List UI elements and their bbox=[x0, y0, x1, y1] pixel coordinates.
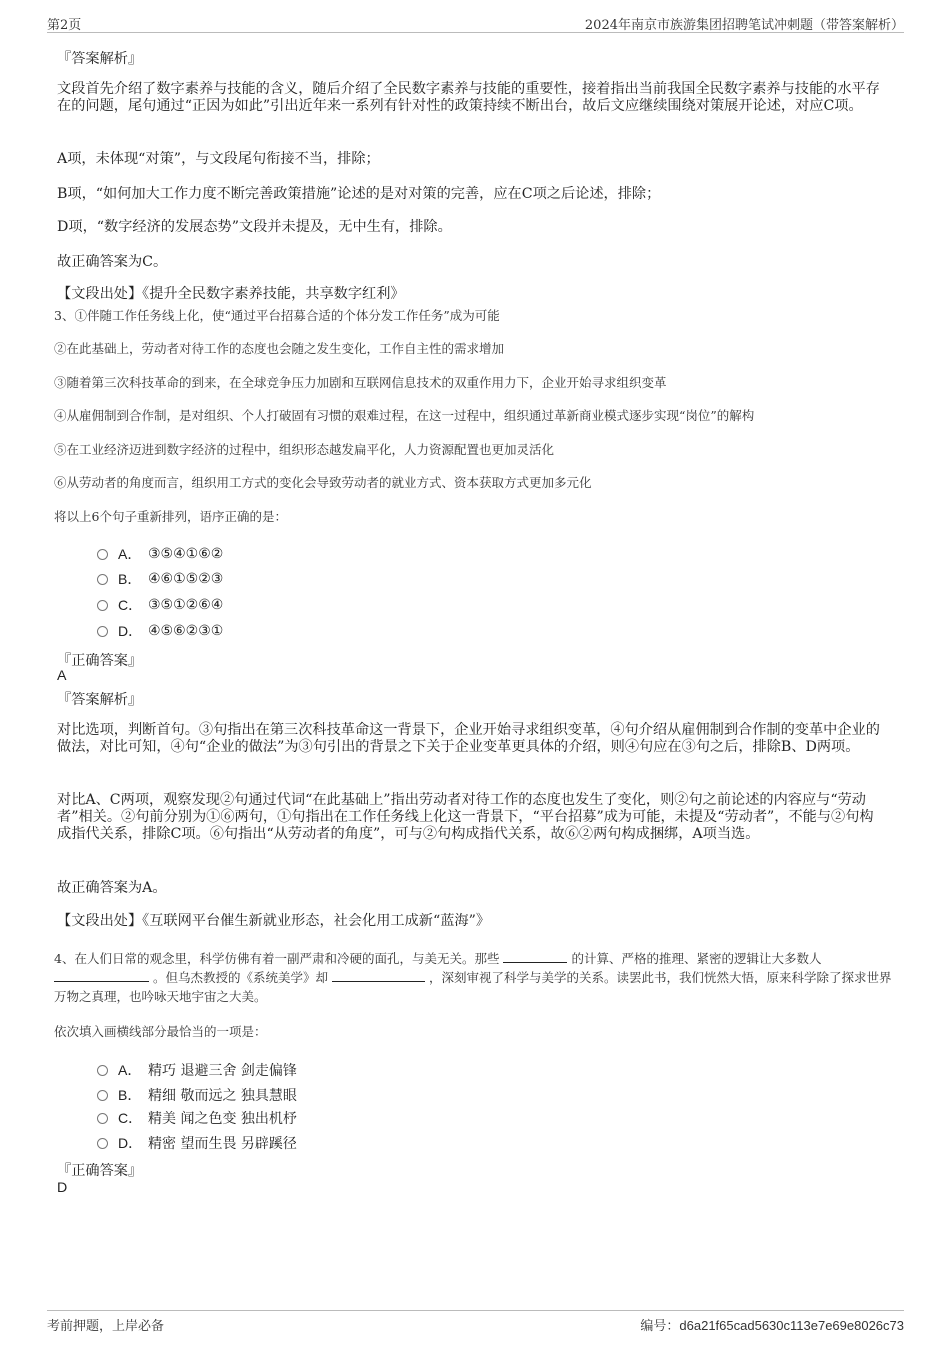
q4-prompt: 依次填入画横线部分最恰当的一项是： bbox=[54, 1024, 267, 1039]
option-text: 精美 闻之色变 独出机杼 bbox=[148, 1111, 297, 1127]
q4-answer: D bbox=[57, 1180, 68, 1196]
q3-prompt: 将以上6个句子重新排列，语序正确的是： bbox=[54, 509, 287, 524]
q3-sentence-2: ②在此基础上，劳动者对待工作的态度也会随之发生变化，工作自主性的需求增加 bbox=[54, 341, 505, 356]
q3-option-a[interactable]: A． ③⑤④①⑥② bbox=[97, 544, 223, 564]
q4-option-c[interactable]: C． 精美 闻之色变 独出机杼 bbox=[97, 1108, 297, 1128]
q3-option-c[interactable]: C． ③⑤①②⑥④ bbox=[97, 595, 223, 615]
blank-2 bbox=[54, 969, 149, 982]
option-text: 精密 望而生畏 另辟蹊径 bbox=[148, 1136, 297, 1152]
radio-icon[interactable] bbox=[97, 1113, 108, 1124]
footer-slogan: 考前押题，上岸必备 bbox=[47, 1319, 165, 1334]
q3-analysis-p1: 对比选项，判断首句。③句指出在第三次科技革命这一背景下，企业开始寻求组织变革，④句介绍从雇佣制到合作制的变革中企业的做法，对比可知，④句“企业的做法”为③句引出的背景之下关于企业变革更具体的介绍，则④句应在③句之后，排除B、D两项。 bbox=[57, 722, 880, 755]
q3-sentence-5: ⑤在工业经济迈进到数字经济的过程中，组织形态越发扁平化，人力资源配置也更加灵活化 bbox=[54, 442, 555, 457]
page-header bbox=[47, 12, 904, 33]
option-text: ③⑤④①⑥② bbox=[148, 546, 224, 562]
q4-stem: 4、在人们日常的观念里，科学仿佛有着一副严肃和冷硬的面孔，与美无关。那些 的计算、严格的推理、紧密的逻辑让大多数人 。但乌杰教授的《系统美学》却 ，深刻审视了科学与美学的关系。读罢此书，我们恍然大悟，原来科学除了探求世界万物之真理，也吟咏天地宇宙之大美。 bbox=[54, 951, 892, 1004]
radio-icon[interactable] bbox=[97, 626, 108, 637]
radio-icon[interactable] bbox=[97, 1065, 108, 1076]
q2-analysis-p5: 故正确答案为C。 bbox=[57, 254, 168, 270]
q2-analysis-p2: A项，未体现“对策”，与文段尾句衔接不当，排除； bbox=[57, 151, 380, 167]
q3-option-b[interactable]: B． ④⑥①⑤②③ bbox=[97, 569, 223, 589]
radio-icon[interactable] bbox=[97, 600, 108, 611]
radio-icon[interactable] bbox=[97, 1138, 108, 1149]
radio-icon[interactable] bbox=[97, 1090, 108, 1101]
q3-analysis-p3: 故正确答案为A。 bbox=[57, 880, 167, 896]
option-text: ④⑥①⑤②③ bbox=[148, 571, 224, 587]
q3-option-d[interactable]: D． ④⑤⑥②③① bbox=[97, 621, 223, 641]
q4-option-d[interactable]: D． 精密 望而生畏 另辟蹊径 bbox=[97, 1133, 297, 1153]
q3-sentence-1: 3、①伴随工作任务线上化，使“通过平台招募合适的个体分发工作任务”成为可能 bbox=[54, 308, 500, 323]
q4-answer-label: 『正确答案』 bbox=[57, 1163, 143, 1179]
document-title: 2024年南京市族游集团招聘笔试冲刺题（带答案解析） bbox=[584, 18, 904, 33]
q3-answer-label: 『正确答案』 bbox=[57, 653, 143, 669]
q2-analysis-label: 『答案解析』 bbox=[57, 51, 143, 67]
q2-analysis-p1: 文段首先介绍了数字素养与技能的含义，随后介绍了全民数字素养与技能的重要性，接着指出当前我国全民数字素养与技能的水平存在的问题，尾句通过“正因为如此”引出近年来一系列有针对性的政策持续不断出台，故后文应继续围绕对策展开论述，对应C项。 bbox=[57, 81, 880, 114]
q2-analysis-p3: B项，“如何加大工作力度不断完善政策措施”论述的是对对策的完善，应在C项之后论述，排除； bbox=[57, 186, 661, 202]
q4-option-a[interactable]: A． 精巧 退避三舍 剑走偏锋 bbox=[97, 1060, 297, 1080]
blank-1 bbox=[503, 950, 567, 963]
option-text: ④⑤⑥②③① bbox=[148, 623, 224, 639]
q3-sentence-3: ③随着第三次科技革命的到来，在全球竞争压力加剧和互联网信息技术的双重作用力下，企业开始寻求组织变革 bbox=[54, 375, 667, 390]
option-text: ③⑤①②⑥④ bbox=[148, 597, 224, 613]
page-footer bbox=[47, 1310, 904, 1337]
page-number: 第2页 bbox=[47, 18, 82, 33]
q4-option-b[interactable]: B． 精细 敬而远之 独具慧眼 bbox=[97, 1085, 297, 1105]
q3-analysis-label: 『答案解析』 bbox=[57, 692, 143, 708]
document-code: 编号：d6a21f65cad5630c113e7e69e8026c73 bbox=[640, 1318, 904, 1334]
option-text: 精巧 退避三舍 剑走偏锋 bbox=[148, 1063, 297, 1079]
blank-3 bbox=[332, 969, 425, 982]
q3-answer: A bbox=[57, 668, 67, 684]
q2-source: 【文段出处】《提升全民数字素养技能，共享数字红利》 bbox=[57, 286, 405, 302]
q2-analysis-p4: D项，“数字经济的发展态势”文段并未提及，无中生有，排除。 bbox=[57, 219, 452, 235]
radio-icon[interactable] bbox=[97, 549, 108, 560]
q3-source: 【文段出处】《互联网平台催生新就业形态，社会化用工成新“蓝海”》 bbox=[57, 913, 491, 929]
q3-sentence-4: ④从雇佣制到合作制，是对组织、个人打破固有习惯的艰难过程，在这一过程中，组织通过革新商业模式逐步实现“岗位”的解构 bbox=[54, 408, 755, 423]
q3-sentence-6: ⑥从劳动者的角度而言，组织用工方式的变化会导致劳动者的就业方式、资本获取方式更加多元化 bbox=[54, 475, 592, 490]
q3-analysis-p2: 对比A、C两项，观察发现②句通过代词“在此基础上”指出劳动者对待工作的态度也发生了变化，则②句之前论述的内容应与“劳动者”相关。②句前分别为①⑥两句，①句指出在工作任务线上化这一背景下，“平台招募”成为可能，未提及“劳动者”，不能与②句构成指代关系，排除C项。⑥句指出“从劳动者的角度”，可与②句构成指代关系，故⑥②两句构成捆绑，A项当选。 bbox=[57, 792, 874, 842]
option-text: 精细 敬而远之 独具慧眼 bbox=[148, 1088, 297, 1104]
radio-icon[interactable] bbox=[97, 574, 108, 585]
